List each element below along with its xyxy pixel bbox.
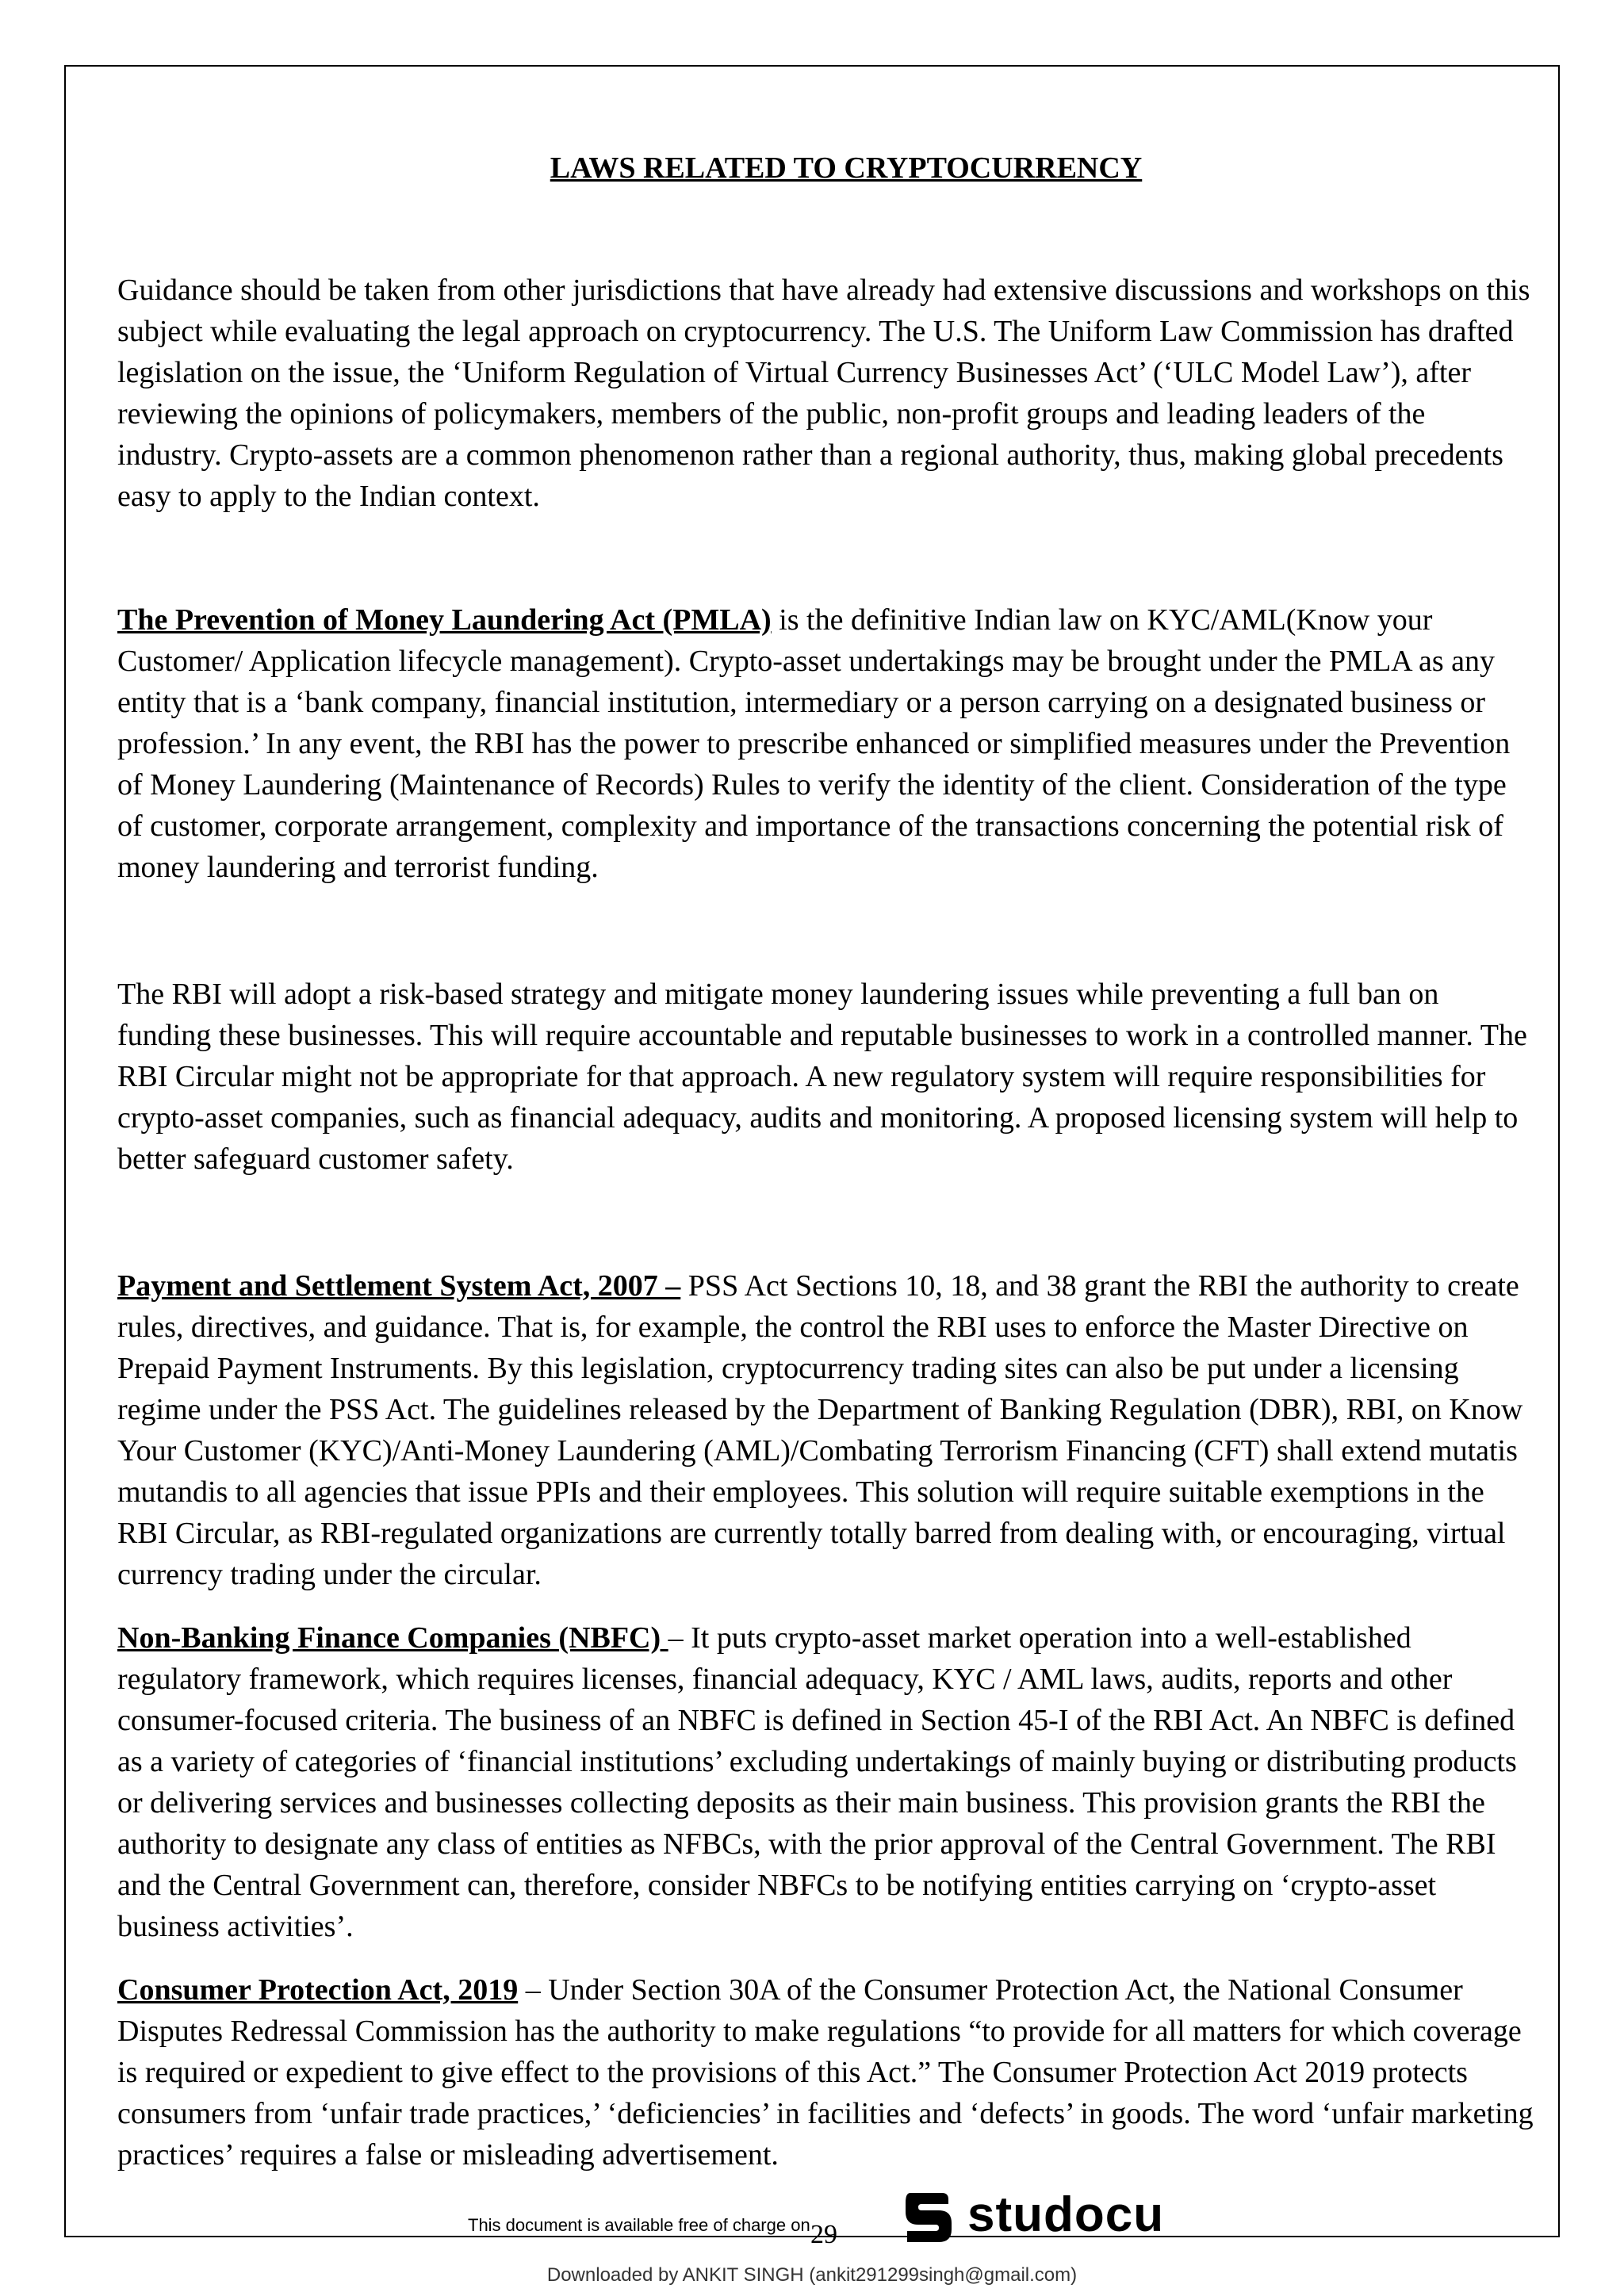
paragraph-pss <box>117 1265 1535 1595</box>
page-number: 29 <box>810 2220 837 2249</box>
pss-heading: Payment and Settlement System Act, 2007 – <box>117 1269 681 1303</box>
banner-text: This document is available free of charge on <box>468 2215 810 2235</box>
paragraph-intro: Guidance should be taken from other jurisdictions that have already had extensive discussions and workshops on this subject while evaluating the legal approach on cryptocurrency. The U.S. The Uniform Law Commission has drafted legislation on the issue, the ‘Uniform Regulation of Virtual Currency Businesses Act’ (‘ULC Model Law’), after reviewing the opinions of policymakers, members of the public, non-profit groups and leading leaders of the industry. Crypto-assets are a common phenomenon rather than a regional authority, thus, making global precedents easy to apply to the Indian context. <box>117 274 1530 513</box>
nbfc-heading: Non-Banking Finance Companies (NBFC) <box>117 1621 668 1655</box>
pmla-heading: The Prevention of Money Laundering Act (PMLA) <box>117 603 772 637</box>
pmla-text: is the definitive Indian law on KYC/AML(Know your Customer/ Application lifecycle management). Crypto-asset undertakings may be brought under the PMLA as any entity that is a ‘bank company, financial institution, intermediary or a person carrying on a designated business or profession.’ In any event, the RBI has the power to prescribe enhanced or simplified measures under the Prevention of Money Laundering (Maintenance of Records) Rules to verify the identity of the client. Consideration of the type of customer, corporate arrangement, complexity and importance of the transactions concerning the potential risk of money laundering and terrorist funding. <box>117 603 1511 884</box>
document-title: LAWS RELATED TO CRYPTOCURRENCY <box>550 151 1143 185</box>
cpa-text: – Under Section 30A of the Consumer Protection Act, the National Consumer Disputes Redressal Commission has the authority to make regulations “to provide for all matters for which coverage is required or expedient to give effect to the provisions of this Act.” The Consumer Protection Act 2019 protects consumers from ‘unfair trade practices,’ ‘deficiencies’ in facilities and ‘defects’ in goods. The word ‘unfair marketing practices’ requires a false or misleading advertisement. <box>117 1973 1534 2172</box>
paragraph-nbfc <box>117 1617 1535 1947</box>
studocu-wordmark[interactable]: studocu <box>967 2187 1165 2242</box>
paragraph-rbi: The RBI will adopt a risk-based strategy and mitigate money laundering issues while preventing a full ban on funding these businesses. This will require accountable and reputable businesses to work in a controlled manner. The RBI Circular might not be appropriate for that approach. A new regulatory system will require responsibilities for crypto-asset companies, such as financial adequacy, audits and monitoring. A proposed licensing system will help to better safeguard customer safety. <box>117 978 1527 1176</box>
paragraph-cpa <box>117 1969 1535 2175</box>
download-attribution: Downloaded by ANKIT SINGH (ankit291299singh@gmail.com) <box>546 2264 1078 2286</box>
nbfc-text: – It puts crypto-asset market operation into a well-established regulatory framework, which requires licenses, financial adequacy, KYC / AML laws, audits, reports and other consumer-focused criteria. The business of an NBFC is defined in Section 45-I of the RBI Act. An NBFC is defined as a variety of categories of ‘financial institutions’ excluding undertakings of mainly buying or distributing products or delivering services and businesses collecting deposits as their main business. This provision grants the RBI the authority to designate any class of entities as NFBCs, with the prior approval of the Central Government. The RBI and the Central Government can, therefore, consider NBFCs to be notifying entities carrying on ‘crypto-asset business activities’. <box>117 1621 1517 1943</box>
studocu-logo-icon[interactable] <box>896 2185 959 2248</box>
pss-text: PSS Act Sections 10, 18, and 38 grant the RBI the authority to create rules, directives, and guidance. That is, for example, the control the RBI uses to enforce the Master Directive on Prepaid Payment Instruments. By this legislation, cryptocurrency trading sites can also be put under a licensing regime under the PSS Act. The guidelines released by the Department of Banking Regulation (DBR), RBI, on Know Your Customer (KYC)/Anti-Money Laundering (AML)/Combating Terrorism Financing (CFT) shall extend mutatis mutandis to all agencies that issue PPIs and their employees. This solution will require suitable exemptions in the RBI Circular, as RBI-regulated organizations are currently totally barred from dealing with, or encouraging, virtual currency trading under the circular. <box>117 1269 1523 1591</box>
document-body <box>117 147 1535 2175</box>
cpa-heading: Consumer Protection Act, 2019 <box>117 1973 519 2007</box>
paragraph-pmla <box>117 599 1535 888</box>
